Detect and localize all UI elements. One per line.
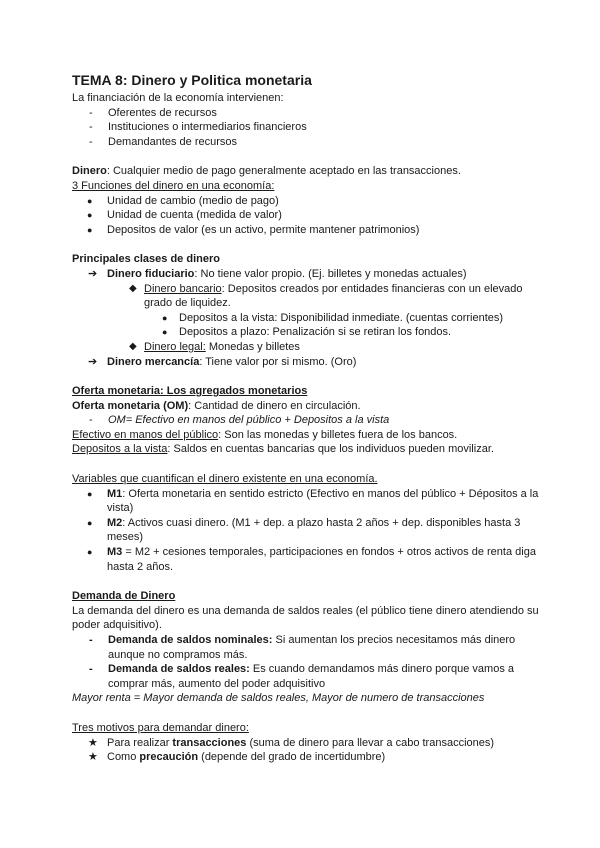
diamond-bullet-icon: ◆ — [129, 282, 137, 294]
demanda-conclusion: Mayor renta = Mayor demanda de saldos reales, Mayor de numero de transacciones — [72, 692, 485, 705]
list-item: ◆ Dinero legal: Monedas y billetes — [129, 340, 300, 353]
dot-bullet: ● — [87, 210, 93, 221]
list-item: ➔ Dinero mercancía: Tiene valor por si mismo. (Oro) — [88, 355, 357, 368]
list-item: ● M3 = M2 + cesiones temporales, participaciones en fondos + otros activos de renta diga hasta 2 años. — [87, 546, 536, 573]
dash-bullet: - — [89, 663, 93, 676]
list-item: ● M2: Activos cuasi dinero. (M1 + dep. a plazo hasta 2 años + dep. disponibles hasta 3 meses) — [87, 516, 521, 544]
diamond-bullet-icon: ◆ — [129, 340, 137, 352]
motivos-heading: Tres motivos para demandar dinero: — [72, 721, 249, 734]
list-item: ● Depositos de valor (es un activo, permite mantener patrimonios) — [87, 223, 420, 236]
dinero-definition: Dinero: Cualquier medio de pago generalmente aceptado en las transacciones. — [72, 165, 461, 178]
list-item: ● Unidad de cuenta (medida de valor) — [87, 209, 282, 222]
depositos-definition: Depositos a la vista: Saldos en cuentas bancarias que los individuos pueden movilizar. — [72, 443, 494, 456]
list-item: - Instituciones o intermediarios financieros — [89, 121, 307, 134]
dot-bullet: ● — [162, 312, 168, 323]
efectivo-definition: Efectivo en manos del público: Son las monedas y billetes fuera de los bancos. — [72, 428, 458, 441]
dash-bullet: - — [89, 121, 93, 134]
dot-bullet: ● — [162, 327, 168, 338]
arrow-bullet-icon: ➔ — [88, 355, 98, 368]
oferta-heading: Oferta monetaria: Los agregados monetarios — [72, 385, 308, 398]
list-item: - Demanda de saldos reales: Es cuando demandamos más dinero porque vamos a comprar más, aumento del poder adquisitivo — [89, 663, 514, 690]
om-definition: Oferta monetaria (OM): Cantidad de dinero en circulación. — [72, 399, 361, 412]
demanda-heading: Demanda de Dinero — [72, 590, 176, 603]
list-item: ★ Para realizar transacciones (suma de dinero para llevar a cabo transacciones) — [88, 736, 495, 749]
list-item: - Oferentes de recursos — [89, 106, 217, 119]
list-item: ➔ Dinero fiduciario: No tiene valor propio. (Ej. billetes y monedas actuales) — [88, 267, 467, 280]
list-item: - Demandantes de recursos — [89, 135, 238, 148]
dot-bullet: ● — [87, 195, 93, 206]
star-bullet-icon: ★ — [88, 751, 98, 764]
variables-heading: Variables que cuantifican el dinero existente en una economía. — [72, 473, 378, 486]
dash-bullet: - — [89, 414, 93, 427]
page-title: TEMA 8: Dinero y Politica monetaria — [72, 72, 312, 88]
intro-text: La financiación de la economía intervienen: — [72, 92, 284, 104]
star-bullet-icon: ★ — [88, 736, 98, 749]
list-item: - OM= Efectivo en manos del público + Depositos a la vista — [89, 414, 390, 427]
arrow-bullet-icon: ➔ — [88, 267, 98, 280]
functions-heading: 3 Funciones del dinero en una economía: — [72, 179, 275, 192]
dot-bullet: ● — [87, 488, 93, 499]
demanda-intro: La demanda del dinero es una demanda de saldos reales (el público tiene dinero atendiendo su poder adquisitivo). — [72, 604, 539, 632]
list-item: ● Unidad de cambio (medio de pago) — [87, 194, 279, 207]
document-page — [72, 72, 542, 765]
dot-bullet: ● — [87, 547, 93, 558]
dot-bullet: ● — [87, 517, 93, 528]
clases-heading: Principales clases de dinero — [72, 253, 220, 266]
dot-bullet: ● — [87, 224, 93, 235]
list-item: ★ Como precaución (depende del grado de incertidumbre) — [88, 751, 386, 764]
list-item: - Demanda de saldos nominales: Si aumentan los precios necesitamos más dinero aunque no compramos más. — [89, 634, 516, 661]
list-item: ◆ Dinero bancario: Depositos creados por entidades financieras con un elevado grado de liquidez. — [129, 282, 523, 310]
dash-bullet: - — [89, 135, 93, 148]
list-item: ● Depositos a la vista: Disponibilidad inmediate. (cuentas corrientes) — [162, 311, 504, 324]
list-item: ● M1: Oferta monetaria en sentido estricto (Efectivo en manos del público + Dépositos a la vista) — [87, 487, 539, 515]
dash-bullet: - — [89, 634, 93, 646]
dash-bullet: - — [89, 106, 93, 119]
list-item: ● Depositos a plazo: Penalización si se retiran los fondos. — [162, 326, 452, 339]
